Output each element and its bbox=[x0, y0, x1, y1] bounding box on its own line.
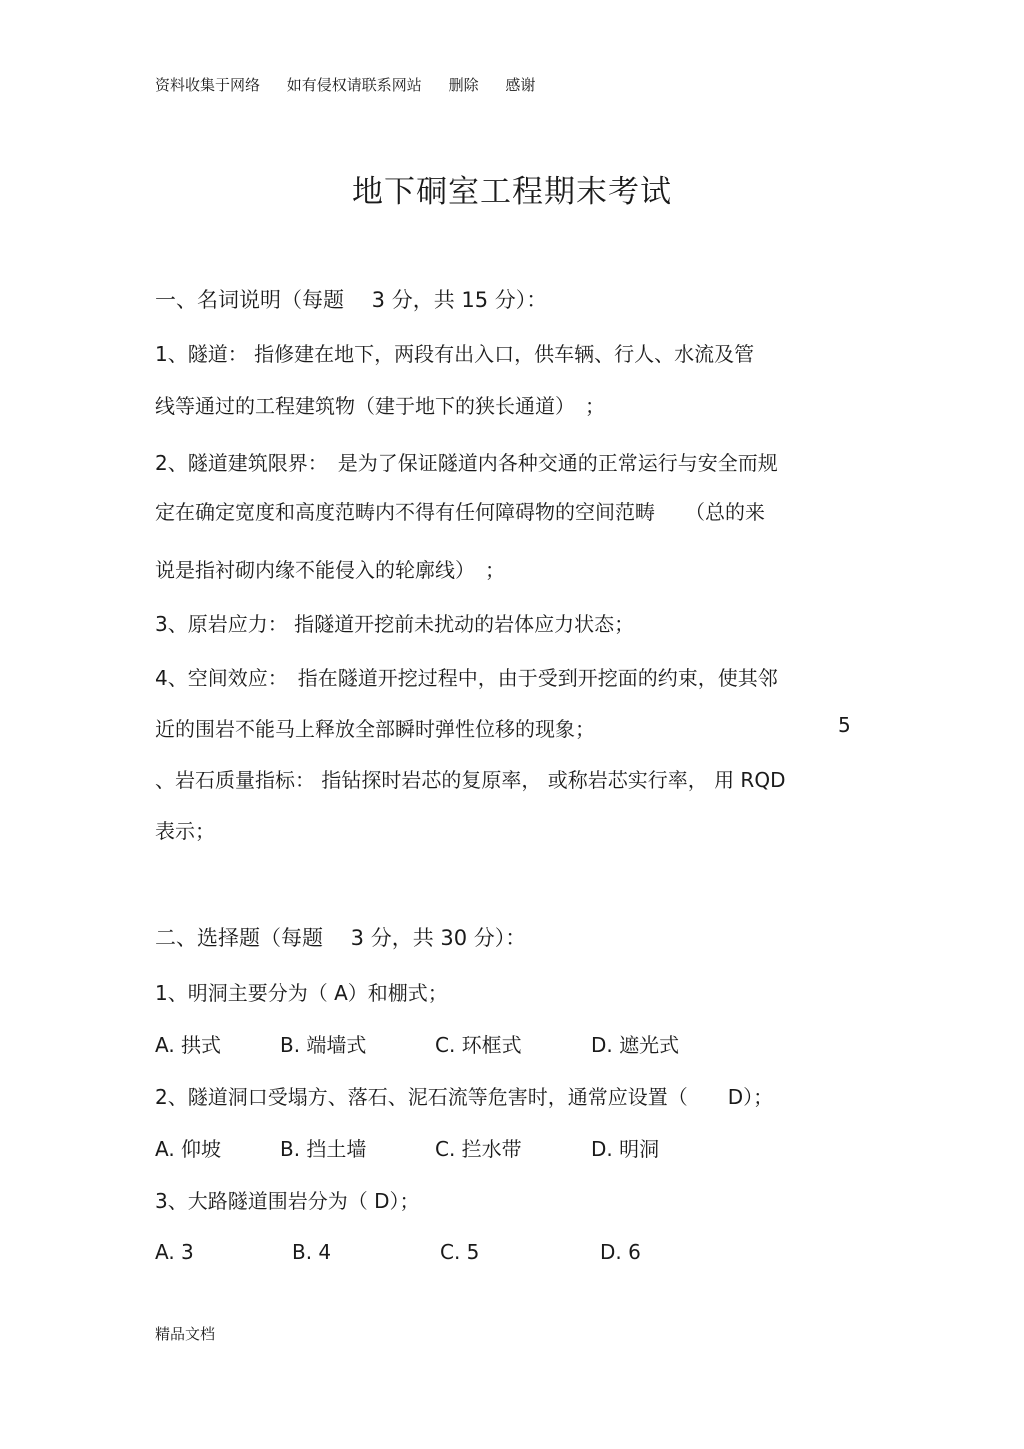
question-option: C. 拦水带 bbox=[435, 1137, 522, 1161]
question-option: B. 端墙式 bbox=[280, 1033, 367, 1057]
question-stem: 3、大路隧道围岩分为（ D）； bbox=[155, 1189, 420, 1213]
question-stem: 2、隧道洞口受塌方、落石、泥石流等危害时，通常应设置（ D）； bbox=[155, 1085, 774, 1109]
section1-line: 近的围岩不能马上释放全部瞬时弹性位移的现象； bbox=[155, 717, 595, 741]
section1-line: 表示； bbox=[155, 819, 215, 843]
section1-line: 说是指衬砌内缘不能侵入的轮廓线） ； bbox=[155, 558, 505, 582]
question-stem: 1、明洞主要分为（ A）和棚式； bbox=[155, 981, 448, 1005]
question-option: A. 拱式 bbox=[155, 1033, 222, 1057]
document-title: 地下硐室工程期末考试 bbox=[352, 174, 672, 210]
header-source: 资料收集于网络 bbox=[155, 76, 261, 94]
question-option: C. 5 bbox=[440, 1240, 480, 1264]
question-option: D. 6 bbox=[600, 1240, 641, 1264]
question-option: D. 明洞 bbox=[591, 1137, 660, 1161]
section1-line: 3、原岩应力： 指隧道开挖前未扰动的岩体应力状态； bbox=[155, 612, 635, 636]
section1-line: 2、隧道建筑限界： 是为了保证隧道内各种交通的正常运行与安全而规 bbox=[155, 451, 778, 475]
question-option: D. 遮光式 bbox=[591, 1033, 680, 1057]
question-option: A. 仰坡 bbox=[155, 1137, 222, 1161]
question-option: B. 4 bbox=[292, 1240, 332, 1264]
section1-line: 4、空间效应： 指在隧道开挖过程中，由于受到开挖面的约束，使其邻 bbox=[155, 666, 778, 690]
page-header bbox=[155, 74, 557, 95]
section1-line: 定在确定宽度和高度范畴内不得有任何障碍物的空间范畴 （总的来 bbox=[155, 500, 765, 524]
page-footer: 精品文档 bbox=[155, 1325, 216, 1343]
question-option: C. 环框式 bbox=[435, 1033, 522, 1057]
header-thanks: 感谢 bbox=[505, 76, 536, 94]
question-option: B. 挡土墙 bbox=[280, 1137, 367, 1161]
section1-line: 1、隧道： 指修建在地下，两段有出入口，供车辆、行人、水流及管 bbox=[155, 342, 755, 366]
section2-heading: 二、选择题（每题 3 分，共 30 分）： bbox=[155, 926, 527, 950]
section1-heading: 一、名词说明（每题 3 分，共 15 分）： bbox=[155, 288, 548, 312]
section1-line-number: 5 bbox=[838, 713, 851, 737]
section1-line: 线等通过的工程建筑物（建于地下的狭长通道） ； bbox=[155, 394, 605, 418]
header-notice: 如有侵权请联系网站 bbox=[286, 76, 422, 94]
question-option: A. 3 bbox=[155, 1240, 194, 1264]
section1-line: 、岩石质量指标： 指钻探时岩芯的复原率， 或称岩芯实行率， 用 RQD bbox=[155, 768, 786, 792]
header-delete: 删除 bbox=[448, 76, 479, 94]
